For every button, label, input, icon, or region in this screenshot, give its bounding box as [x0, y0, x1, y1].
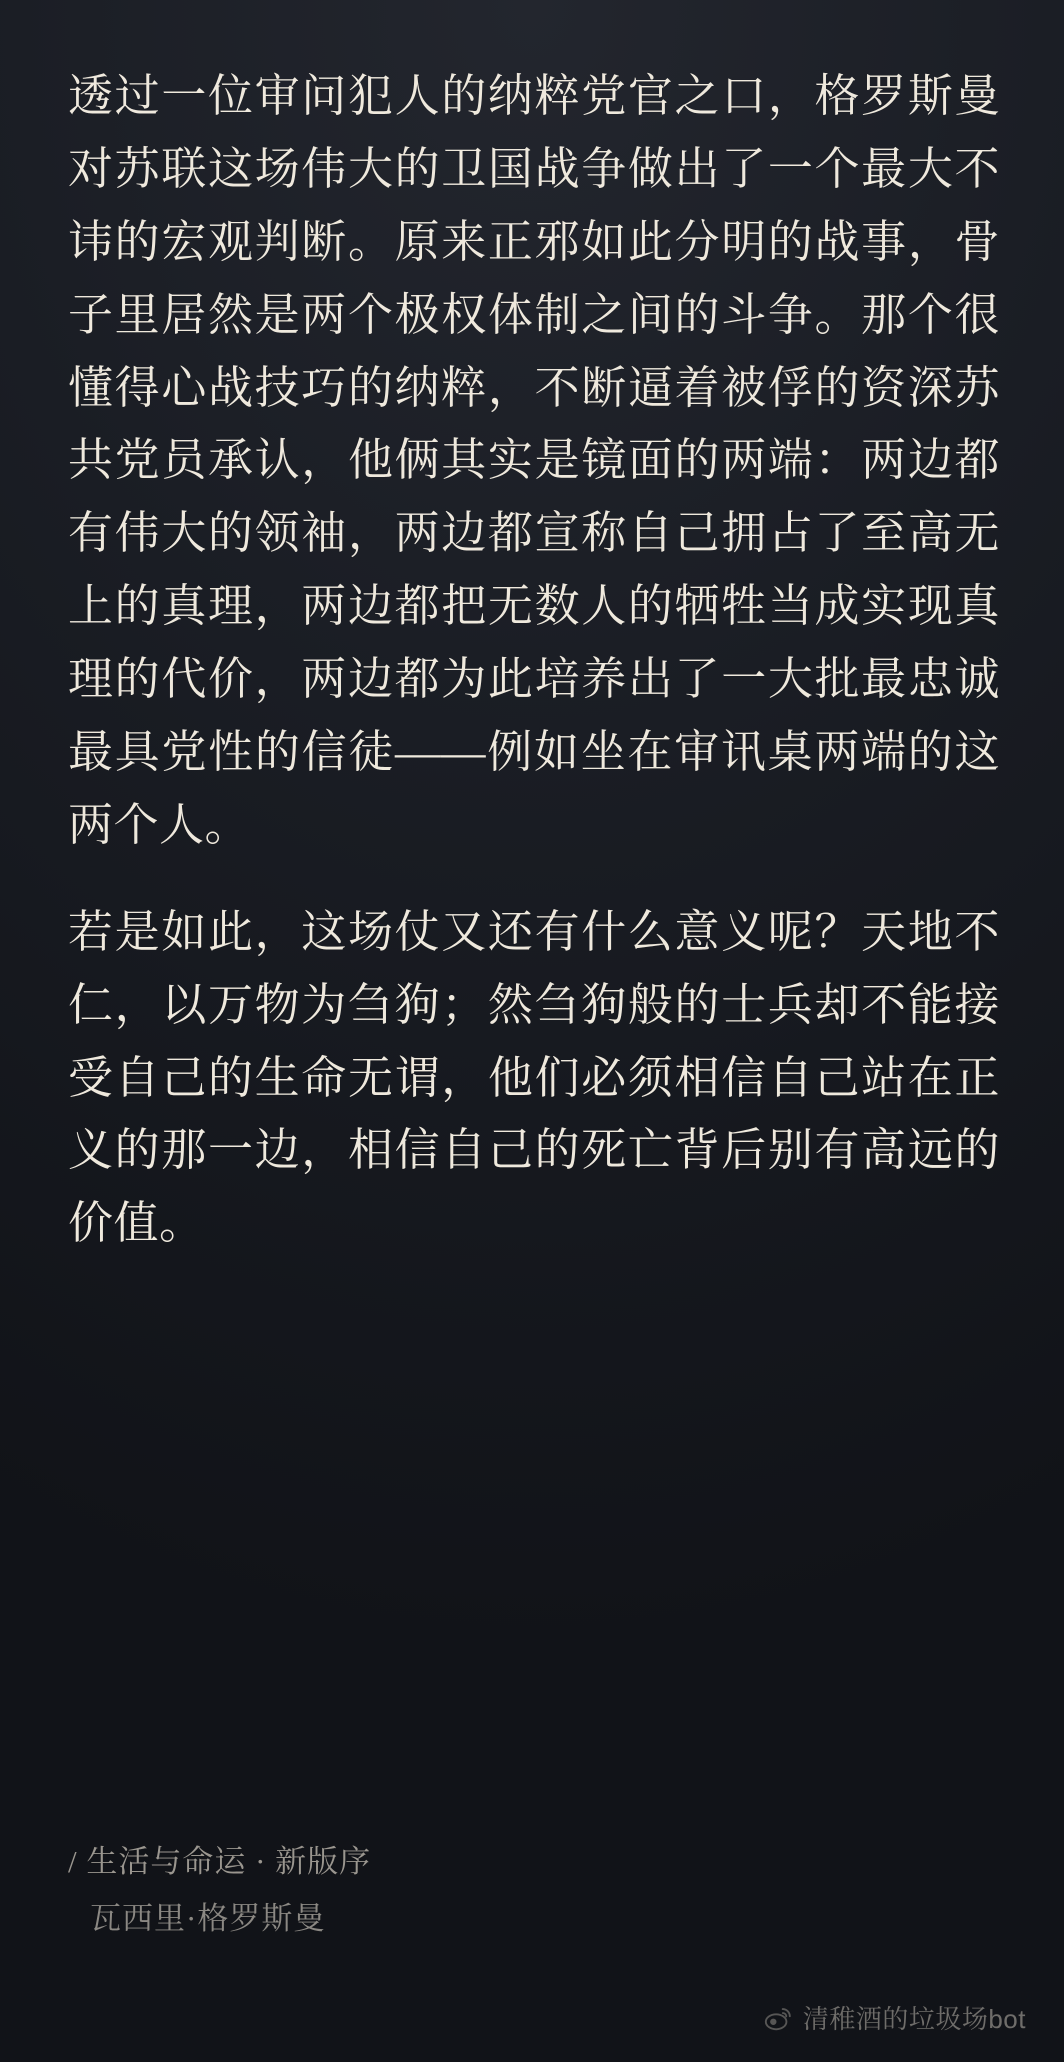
quote-paragraph-2: 若是如此，这场仗又还有什么意义呢？天地不仁，以万物为刍狗；然刍狗般的士兵却不能接受自己的生命无谓，他们必须相信自己站在正义的那一边，相信自己的死亡背后别有高远的价值。: [68, 906, 1000, 1249]
quote-paragraph-1: 透过一位审问犯人的纳粹党官之口，格罗斯曼对苏联这场伟大的卫国战争做出了一个最大不讳的宏观判断。原来正邪如此分明的战事，骨子里居然是两个极权体制之间的斗争。那个很懂得心战技巧的纳粹，不断逼着被俘的资深苏共党员承认，他俩其实是镜面的两端：两边都有伟大的领袖，两边都宣称自己拥占了至高无上的真理，两边都把无数人的牺牲当成实现真理的代价，两边都为此培养出了一大批最忠诚最具党性的信徒——例如坐在审讯桌两端的这两个人。: [68, 71, 1000, 850]
watermark-text: 清稚酒的垃圾场bot: [802, 2004, 1026, 2034]
attribution-author: 瓦西里·格罗斯曼: [90, 1900, 326, 1936]
quote-body: [68, 60, 1000, 1260]
weibo-icon: [763, 2003, 793, 2033]
attribution-source: / 生活与命运 · 新版序: [68, 1844, 372, 1879]
attribution: [68, 1839, 1000, 1942]
watermark: [763, 1999, 1026, 2036]
